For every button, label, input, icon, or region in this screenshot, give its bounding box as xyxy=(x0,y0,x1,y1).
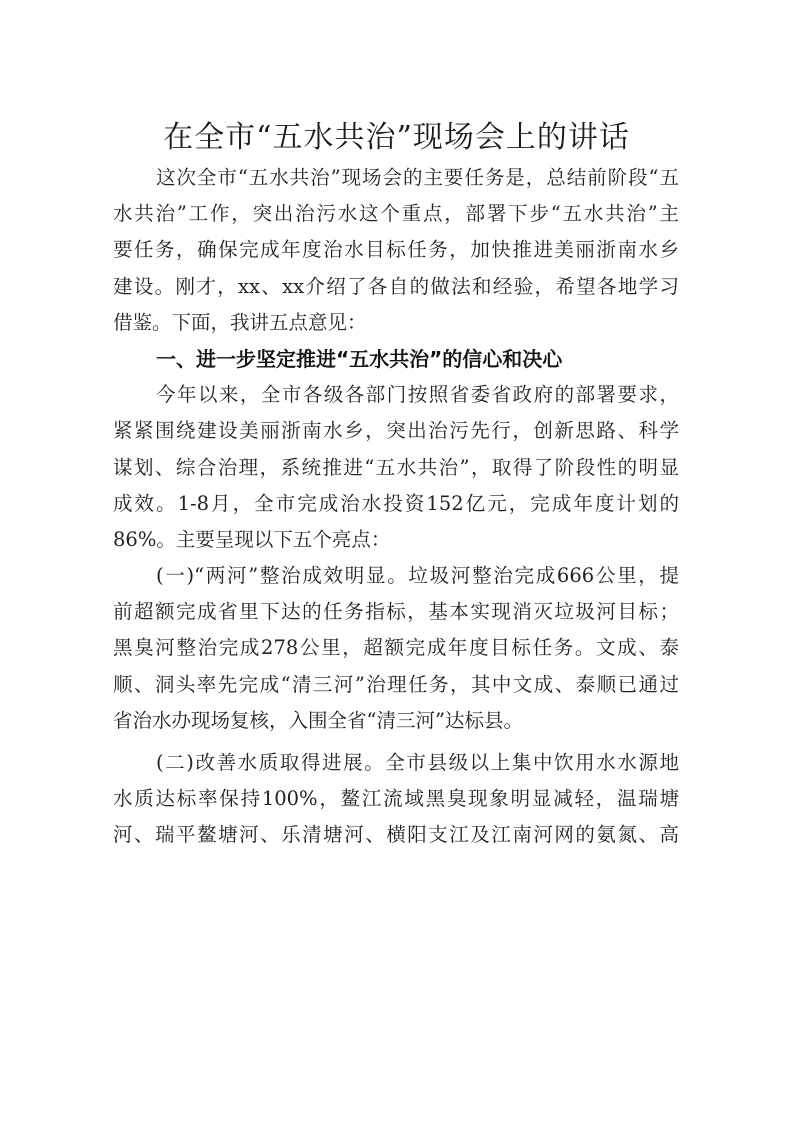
section-heading: 一、进一步坚定推进“五水共治”的信心和决心 xyxy=(156,346,563,371)
section1-paragraph xyxy=(113,377,679,558)
text-line: 这次全市“五水共治”现场会的主要任务是，总结前阶段“五 xyxy=(156,166,679,189)
text-line: 要任务，确保完成年度治水目标任务，加快推进美丽浙南水乡 xyxy=(113,238,679,262)
point1-paragraph xyxy=(113,558,679,739)
text-line: 86%。主要呈现以下五个亮点： xyxy=(113,527,391,551)
text-line: 成效。1-8月，全市完成治水投资152亿元，完成年度计划的 xyxy=(113,491,679,515)
text-line: 黑臭河整治完成278公里，超额完成年度目标任务。文成、泰 xyxy=(113,636,679,660)
text-line: (二)改善水质取得进展。全市县级以上集中饮用水水源地 xyxy=(156,751,679,774)
text-line: 省治水办现场复核，入围全省“清三河”达标县。 xyxy=(113,708,523,732)
document-title: 在全市“五水共治”现场会上的讲话 xyxy=(163,120,630,155)
text-line: 借鉴。下面，我讲五点意见： xyxy=(113,310,367,334)
text-line: 河、瑞平鳌塘河、乐清塘河、横阳支江及江南河网的氨氮、高 xyxy=(113,823,679,847)
text-line: 顺、洞头率先完成“清三河”治理任务，其中文成、泰顺已通过 xyxy=(113,672,679,696)
text-line: 前超额完成省里下达的任务指标，基本实现消灭垃圾河目标； xyxy=(113,600,679,624)
text-line: 今年以来，全市各级各部门按照省委省政府的部署要求， xyxy=(156,383,679,407)
text-line: (一)“两河”整治成效明显。垃圾河整治完成666公里，提 xyxy=(156,564,679,588)
text-line: 水质达标率保持100%，鳌江流域黑臭现象明显减轻，温瑞塘 xyxy=(113,787,679,811)
text-line: 建设。刚才，xx、xx介绍了各自的做法和经验，希望各地学习 xyxy=(113,274,679,298)
text-line: 紧紧围绕建设美丽浙南水乡，突出治污先行，创新思路、科学 xyxy=(113,419,679,443)
point2-paragraph xyxy=(113,745,679,854)
text-line: 谋划、综合治理，系统推进“五水共治”，取得了阶段性的明显 xyxy=(113,455,679,479)
text-line: 水共治”工作，突出治污水这个重点，部署下步“五水共治”主 xyxy=(113,202,679,226)
document-body xyxy=(113,160,679,854)
intro-paragraph xyxy=(113,160,679,341)
